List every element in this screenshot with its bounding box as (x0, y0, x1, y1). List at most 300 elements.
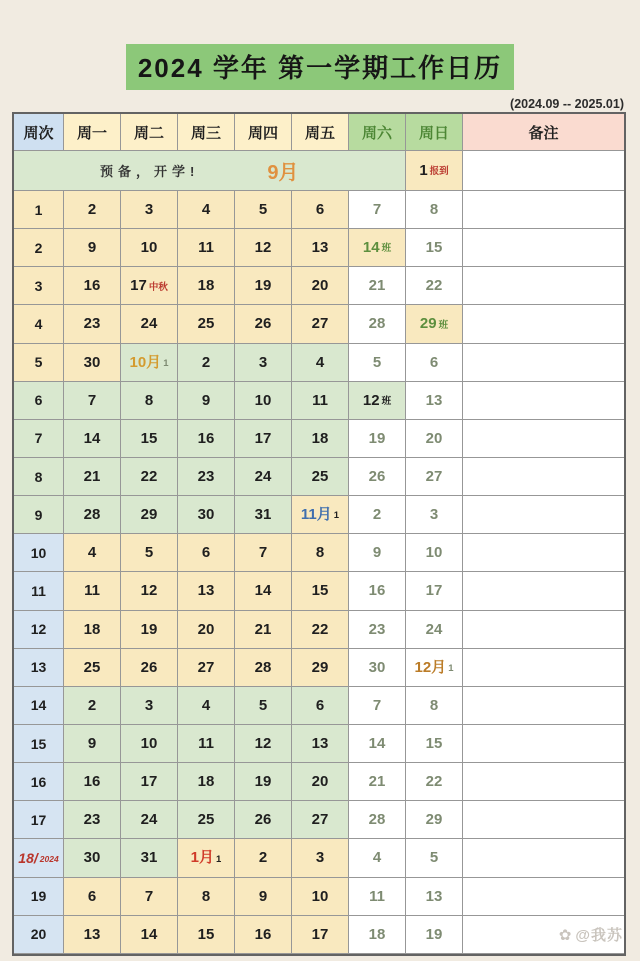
day-number: 17 (140, 773, 158, 791)
day-number: 4 (201, 696, 211, 714)
day-number: 28 (254, 658, 272, 676)
day-number: 17 (425, 582, 443, 600)
day-cell (64, 763, 121, 801)
remark-cell (463, 839, 624, 877)
day-cell (292, 725, 349, 763)
week-number-cell (14, 801, 64, 839)
day-number: 20 (311, 277, 329, 295)
day-cell (349, 229, 406, 267)
day-cell (406, 572, 463, 610)
day-number: 23 (197, 468, 215, 486)
day-cell (235, 763, 292, 801)
day-cell (235, 267, 292, 305)
week-number-cell (14, 382, 64, 420)
day-cell (235, 916, 292, 954)
day-cell (406, 534, 463, 572)
day-cell (406, 305, 463, 343)
day-number: 14 (140, 925, 158, 943)
day-number: 26 (368, 468, 386, 486)
day-cell (178, 572, 235, 610)
remark-cell (463, 801, 624, 839)
day-number: 30 (368, 658, 386, 676)
col-header-saturday: 周六 (349, 114, 406, 151)
day-cell (292, 801, 349, 839)
day-cell (178, 420, 235, 458)
day-cell (406, 725, 463, 763)
day-cell (178, 191, 235, 229)
day-cell (292, 344, 349, 382)
day-cell (178, 611, 235, 649)
day-cell (64, 916, 121, 954)
day-cell (349, 382, 406, 420)
month-banner-september (14, 151, 406, 191)
day-cell (64, 878, 121, 916)
week-number-cell (14, 611, 64, 649)
day-cell (349, 801, 406, 839)
week-number-cell (14, 305, 64, 343)
day-cell (178, 649, 235, 687)
day-number: 7 (258, 544, 268, 562)
day-cell (406, 839, 463, 877)
day-cell (292, 458, 349, 496)
week-number: 4 (34, 315, 43, 332)
day-cell (64, 839, 121, 877)
day-number: 4 (372, 849, 382, 867)
day-number: 5 (258, 696, 268, 714)
week-number: 1 (34, 201, 43, 218)
day-cell (349, 534, 406, 572)
day-number: 1月 (190, 849, 215, 867)
day-cell (235, 878, 292, 916)
day-cell (178, 267, 235, 305)
day-cell (121, 229, 178, 267)
remark-cell (463, 229, 624, 267)
day-cell (121, 725, 178, 763)
day-cell (178, 344, 235, 382)
flower-icon: ✿ (558, 926, 573, 944)
day-number: 18 (197, 277, 215, 295)
day-cell (235, 801, 292, 839)
day-number: 4 (201, 201, 211, 219)
week-number: 20 (30, 926, 47, 943)
day-cell (406, 458, 463, 496)
day-number: 11 (312, 391, 328, 409)
day-cell (292, 267, 349, 305)
day-number: 9 (372, 544, 382, 562)
day-cell (64, 344, 121, 382)
remark-cell (463, 191, 624, 229)
day-number: 2 (372, 506, 382, 524)
day-cell (349, 611, 406, 649)
day-cell (349, 305, 406, 343)
day-number: 13 (311, 735, 329, 753)
day-number: 9 (201, 391, 211, 409)
day-cell (121, 649, 178, 687)
col-header-monday: 周一 (64, 114, 121, 151)
day-number: 12 (140, 582, 158, 600)
week-number: 18/ (18, 849, 38, 866)
day-number: 9 (87, 239, 97, 257)
day-cell (64, 458, 121, 496)
day-cell (406, 878, 463, 916)
day-number: 10 (311, 887, 329, 905)
week-number: 2 (34, 239, 43, 256)
remark-cell (463, 534, 624, 572)
day-cell (235, 420, 292, 458)
day-number: 21 (368, 277, 386, 295)
remark-cell (463, 687, 624, 725)
col-header-week: 周次 (14, 114, 64, 151)
day-number: 19 (425, 925, 443, 943)
day-number: 14 (368, 735, 386, 753)
day-number: 3 (315, 849, 325, 867)
remark-cell (463, 611, 624, 649)
day-number: 7 (144, 887, 154, 905)
day-number: 13 (83, 925, 101, 943)
remark-cell (463, 763, 624, 801)
day-cell (64, 801, 121, 839)
day-number: 8 (429, 201, 439, 219)
day-cell (178, 878, 235, 916)
day-cell (235, 572, 292, 610)
day-number: 1 (419, 162, 428, 179)
week-number-cell (14, 572, 64, 610)
day-cell (64, 725, 121, 763)
day-cell (64, 267, 121, 305)
day-number: 11 (198, 735, 214, 753)
registration-tag: 报到 (429, 166, 449, 178)
day-cell (235, 344, 292, 382)
day-cell (121, 878, 178, 916)
remark-cell (463, 344, 624, 382)
day-tag: 1 (333, 510, 340, 522)
day-cell (121, 420, 178, 458)
day-cell (121, 382, 178, 420)
day-cell (235, 839, 292, 877)
day-number: 13 (425, 887, 443, 905)
day-number: 22 (425, 773, 443, 791)
day-number: 15 (140, 429, 158, 447)
day-number: 28 (368, 315, 386, 333)
day-number: 10 (140, 735, 158, 753)
day-number: 20 (311, 773, 329, 791)
week-number-cell (14, 229, 64, 267)
day-number: 30 (197, 506, 215, 524)
day-number: 16 (254, 925, 272, 943)
day-cell (121, 534, 178, 572)
day-number: 15 (425, 239, 443, 257)
day-cell (178, 458, 235, 496)
day-tag: 1 (448, 663, 454, 674)
day-cell (406, 611, 463, 649)
day-number: 26 (254, 315, 272, 333)
day-number: 21 (254, 620, 272, 638)
day-cell (178, 496, 235, 534)
day-number: 12 (254, 239, 272, 257)
day-cell (178, 916, 235, 954)
day-cell (349, 839, 406, 877)
day-number: 16 (83, 277, 101, 295)
day-cell (121, 916, 178, 954)
day-number: 12 (254, 735, 272, 753)
week-number-cell (14, 344, 64, 382)
day-cell (64, 305, 121, 343)
day-number: 17 (130, 277, 147, 295)
day-cell (235, 191, 292, 229)
day-number: 25 (197, 811, 215, 829)
day-cell (121, 572, 178, 610)
day-cell (121, 191, 178, 229)
day-cell (406, 801, 463, 839)
day-cell (292, 534, 349, 572)
week-number-cell (14, 725, 64, 763)
day-cell (235, 382, 292, 420)
day-number: 29 (425, 811, 443, 829)
day-cell (235, 687, 292, 725)
week-number-cell (14, 839, 64, 877)
day-number: 19 (254, 277, 272, 295)
day-tag: 中秋 (148, 281, 168, 293)
day-number: 15 (311, 582, 329, 600)
day-cell (121, 496, 178, 534)
day-number: 6 (315, 696, 325, 714)
day-cell (178, 305, 235, 343)
day-number: 17 (254, 429, 272, 447)
day-cell (64, 191, 121, 229)
week-number-cell (14, 420, 64, 458)
week-number: 15 (30, 735, 47, 752)
day-number: 13 (425, 391, 443, 409)
day-number: 21 (83, 468, 101, 486)
day-cell (64, 572, 121, 610)
day-number: 6 (201, 544, 211, 562)
day-cell (235, 305, 292, 343)
day-cell (292, 878, 349, 916)
day-number: 27 (425, 468, 443, 486)
day-number: 2 (87, 201, 97, 219)
day-number: 5 (144, 544, 154, 562)
day-number: 8 (429, 696, 439, 714)
day-number: 16 (197, 429, 215, 447)
day-number: 25 (311, 468, 329, 486)
day-cell (64, 229, 121, 267)
day-number: 8 (144, 391, 154, 409)
col-header-remark: 备注 (463, 114, 624, 151)
day-number: 23 (83, 811, 101, 829)
day-tag: 1 (163, 357, 169, 369)
day-number: 10 (425, 544, 443, 562)
day-cell (292, 229, 349, 267)
day-cell (349, 496, 406, 534)
remark-cell (463, 878, 624, 916)
week-number-cell (14, 649, 64, 687)
day-cell (292, 611, 349, 649)
watermark-text: @我苏 (575, 927, 623, 944)
day-number: 18 (83, 620, 101, 638)
day-cell (64, 382, 121, 420)
week-number: 8 (34, 468, 43, 485)
day-tag: 1 (216, 853, 222, 865)
day-cell (292, 191, 349, 229)
day-cell (349, 649, 406, 687)
day-number: 22 (140, 468, 158, 486)
day-cell (178, 687, 235, 725)
day-cell (121, 611, 178, 649)
week-number: 16 (30, 773, 47, 790)
day-cell (178, 763, 235, 801)
remark-cell (463, 458, 624, 496)
day-cell (349, 267, 406, 305)
remark-cell (463, 151, 624, 191)
day-cell (292, 763, 349, 801)
day-number: 24 (425, 620, 443, 638)
day-cell (292, 916, 349, 954)
day-cell (349, 420, 406, 458)
day-number: 18 (197, 773, 215, 791)
day-number: 27 (311, 315, 329, 333)
day-tag: 班 (381, 396, 392, 408)
week-number: 11 (31, 582, 46, 599)
page-header (0, 0, 640, 90)
day-cell (349, 191, 406, 229)
day-cell (406, 916, 463, 954)
day-number: 3 (429, 506, 439, 524)
day-number: 8 (201, 887, 211, 905)
day-cell (178, 534, 235, 572)
day-number: 6 (87, 887, 97, 905)
day-cell (292, 382, 349, 420)
day-number: 30 (83, 353, 101, 371)
semester-start-note: 预备，开学! (100, 164, 200, 179)
week-number-cell (14, 878, 64, 916)
day-cell (349, 687, 406, 725)
date-range: (2024.09 -- 2025.01) (510, 97, 624, 111)
day-number: 11 (84, 582, 100, 600)
day-number: 23 (83, 315, 101, 333)
day-cell (235, 229, 292, 267)
day-number: 18 (311, 429, 329, 447)
day-cell (64, 534, 121, 572)
day-cell (406, 496, 463, 534)
day-cell (121, 267, 178, 305)
day-number: 9 (87, 735, 97, 753)
col-header-friday: 周五 (292, 114, 349, 151)
day-number: 4 (87, 544, 97, 562)
day-number: 5 (258, 201, 268, 219)
day-number: 24 (254, 468, 272, 486)
week-number: 7 (34, 430, 43, 447)
day-tag: 班 (381, 243, 392, 255)
day-cell (121, 839, 178, 877)
day-cell (121, 687, 178, 725)
day-cell (292, 420, 349, 458)
day-number: 27 (197, 658, 215, 676)
day-number: 6 (315, 201, 325, 219)
day-number: 6 (429, 353, 439, 371)
day-cell (235, 725, 292, 763)
week-number-cell (14, 191, 64, 229)
day-cell (121, 305, 178, 343)
page-title: 2024 学年 第一学期工作日历 (126, 44, 514, 90)
day-cell (235, 649, 292, 687)
day-number: 14 (83, 429, 101, 447)
day-number: 5 (429, 849, 439, 867)
day-number: 2 (87, 696, 97, 714)
day-cell (292, 687, 349, 725)
week-number-cell (14, 763, 64, 801)
day-cell (406, 649, 463, 687)
day-number: 19 (140, 620, 158, 638)
day-cell (235, 611, 292, 649)
day-cell (292, 839, 349, 877)
week-number: 19 (30, 888, 47, 905)
remark-cell (463, 382, 624, 420)
day-number: 29 (140, 506, 158, 524)
day-cell (349, 572, 406, 610)
semester-calendar-table (12, 112, 626, 956)
day-cell (406, 344, 463, 382)
day-number: 15 (425, 735, 443, 753)
day-number: 3 (144, 696, 154, 714)
day-cell (406, 229, 463, 267)
day-cell (121, 763, 178, 801)
day-number: 19 (254, 773, 272, 791)
day-number: 29 (419, 315, 437, 333)
day-number: 16 (83, 773, 101, 791)
day-cell (64, 420, 121, 458)
week-number-cell (14, 534, 64, 572)
day-number: 15 (197, 925, 215, 943)
day-number: 26 (140, 658, 158, 676)
september-label: 9月 (267, 162, 299, 184)
day-number: 11月 (300, 506, 332, 524)
day-number: 20 (425, 429, 443, 447)
day-number: 22 (311, 620, 329, 638)
day-number: 23 (368, 620, 386, 638)
day-number: 27 (311, 811, 329, 829)
day-cell (235, 496, 292, 534)
day-number: 31 (140, 849, 158, 867)
week-number: 13 (30, 659, 47, 676)
day-number: 19 (368, 429, 386, 447)
week-number-cell (14, 687, 64, 725)
day-cell (349, 763, 406, 801)
day-number: 17 (311, 925, 329, 943)
remark-cell (463, 420, 624, 458)
week-number: 9 (34, 506, 43, 523)
remark-cell (463, 725, 624, 763)
day-cell (406, 687, 463, 725)
sep1-registration-cell (406, 151, 463, 191)
day-number: 4 (315, 353, 325, 371)
day-tag: 班 (438, 319, 449, 331)
col-header-sunday: 周日 (406, 114, 463, 151)
day-cell (64, 649, 121, 687)
day-number: 13 (311, 239, 329, 257)
col-header-wednesday: 周三 (178, 114, 235, 151)
day-number: 28 (83, 506, 101, 524)
day-cell (64, 687, 121, 725)
day-cell (349, 878, 406, 916)
day-cell (178, 801, 235, 839)
day-number: 14 (254, 582, 272, 600)
day-cell (178, 725, 235, 763)
day-cell (64, 611, 121, 649)
day-cell (406, 267, 463, 305)
day-number: 20 (197, 620, 215, 638)
week-number-cell (14, 458, 64, 496)
day-number: 25 (197, 315, 215, 333)
